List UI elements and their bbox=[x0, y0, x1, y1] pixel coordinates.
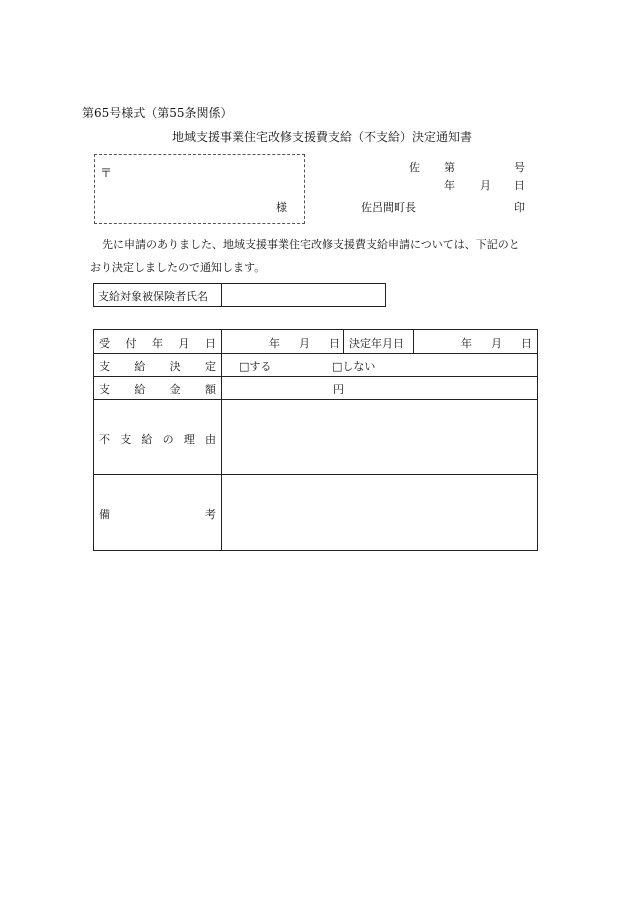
issuer-sa: 佐 bbox=[409, 161, 420, 174]
decision-date-year: 年 bbox=[461, 337, 472, 350]
received-date-year: 年 bbox=[269, 337, 280, 350]
option-grant-checkbox[interactable]: □する bbox=[239, 360, 272, 373]
decision-date-day: 日 bbox=[521, 337, 532, 350]
body-text-line-2: おり決定しましたので通知します。 bbox=[90, 261, 266, 274]
issuer-go: 号 bbox=[514, 161, 525, 174]
received-date-day: 日 bbox=[329, 337, 340, 350]
amount-unit: 円 bbox=[333, 383, 344, 396]
document-title: 地域支援事業住宅改修支援費支給（不支給）決定通知書 bbox=[172, 130, 473, 144]
decision-label: 支 給 決 定 bbox=[99, 360, 216, 373]
issue-date-year: 年 bbox=[444, 179, 455, 192]
remarks-label: 備 考 bbox=[99, 508, 216, 521]
issuer-dai: 第 bbox=[444, 161, 455, 174]
insured-name-field[interactable] bbox=[226, 288, 376, 302]
honorific-sama: 様 bbox=[276, 201, 287, 214]
insured-name-label: 支給対象被保険者氏名 bbox=[98, 290, 208, 303]
option-deny-checkbox[interactable]: □しない bbox=[332, 360, 376, 373]
issue-date-day: 日 bbox=[514, 179, 525, 192]
non-payment-reason-label: 不 支 給 の 理 由 bbox=[99, 433, 216, 446]
decision-date-month: 月 bbox=[491, 337, 502, 350]
form-number: 第65号様式（第55条関係） bbox=[82, 106, 233, 120]
amount-label: 支 給 金 額 bbox=[99, 383, 216, 396]
issuer-mayor: 佐呂間町長 bbox=[361, 201, 416, 214]
issuer-seal: 印 bbox=[514, 201, 525, 214]
received-date-label: 受 付 年 月 日 bbox=[99, 337, 216, 350]
body-text-line-1: 先に申請のありました、地域支援事業住宅改修支援費支給申請については、下記のと bbox=[102, 238, 520, 251]
issue-date-month: 月 bbox=[480, 179, 491, 192]
postal-mark: 〒 bbox=[100, 166, 113, 180]
decision-date-label: 決定年月日 bbox=[349, 337, 404, 350]
address-box bbox=[94, 154, 305, 224]
received-date-month: 月 bbox=[299, 337, 310, 350]
